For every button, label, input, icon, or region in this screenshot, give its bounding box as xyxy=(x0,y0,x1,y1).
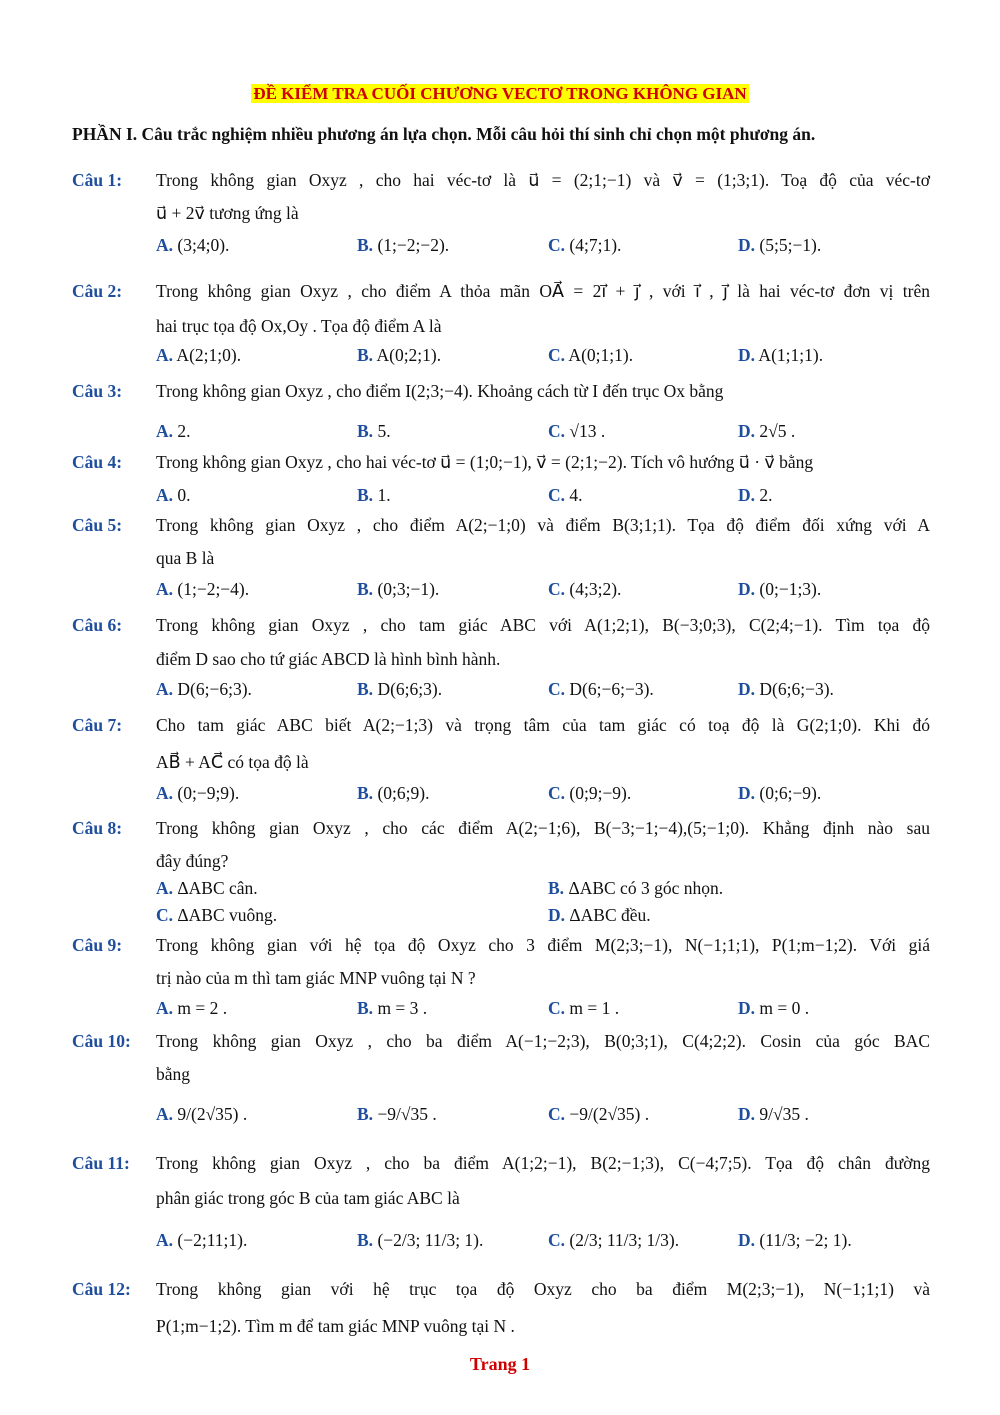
option-d[interactable]: D. (0;−1;3). xyxy=(738,579,822,599)
question-text: Trong không gian Oxyz , cho điểm I(2;3;−4). Khoảng cách từ I đến trục Ox bằng xyxy=(156,381,724,401)
page-number: Trang 1 xyxy=(469,1354,531,1374)
question-text: Trong không gian Oxyz , cho điểm A thỏa mãn OA⃗ = 2i⃗ + j⃗ , với i⃗ , j⃗ là hai véc-tơ đơn vị trên xyxy=(156,281,930,301)
option-b[interactable]: B. 5. xyxy=(357,421,391,441)
question-text: qua B là xyxy=(156,548,215,568)
question-label: Câu 9: xyxy=(72,935,123,955)
option-b[interactable]: B. (−2/3; 11/3; 1). xyxy=(357,1230,484,1250)
question-text: Trong không gian Oxyz , cho điểm A(2;−1;0) và điểm B(3;1;1). Tọa độ điểm đối xứng với A xyxy=(156,515,930,535)
option-d[interactable]: D. (0;6;−9). xyxy=(738,783,822,803)
option-d[interactable]: D. (11/3; −2; 1). xyxy=(738,1230,852,1250)
option-a[interactable]: A. (−2;11;1). xyxy=(156,1230,248,1250)
option-a[interactable]: A. 0. xyxy=(156,485,191,505)
document-title: ĐỀ KIỂM TRA CUỐI CHƯƠNG VECTƠ TRONG KHÔNG GIAN xyxy=(253,84,747,103)
option-a[interactable]: A. ΔABC cân. xyxy=(156,878,258,898)
option-d[interactable]: D. A(1;1;1). xyxy=(738,345,824,365)
option-a[interactable]: A. m = 2 . xyxy=(156,998,228,1018)
question-text: Trong không gian Oxyz , cho hai véc-tơ u⃗ = (1;0;−1), v⃗ = (2;1;−2). Tích vô hướng u⃗ · v⃗ bằng xyxy=(156,452,814,472)
question-label: Câu 7: xyxy=(72,715,123,735)
option-d[interactable]: D. (5;5;−1). xyxy=(738,235,822,255)
option-d[interactable]: D. 2√5 . xyxy=(738,421,796,441)
question-text: Trong không gian Oxyz , cho ba điểm A(1;2;−1), B(2;−1;3), C(−4;7;5). Tọa độ chân đường xyxy=(156,1153,930,1173)
option-d[interactable]: D. 9/√35 . xyxy=(738,1104,809,1124)
option-a[interactable]: A. (1;−2;−4). xyxy=(156,579,250,599)
question-text: đây đúng? xyxy=(156,851,229,871)
option-c[interactable]: C. (4;7;1). xyxy=(548,235,622,255)
option-c[interactable]: C. 4. xyxy=(548,485,583,505)
option-a[interactable]: A. (3;4;0). xyxy=(156,235,230,255)
question-text: điểm D sao cho tứ giác ABCD là hình bình hành. xyxy=(156,649,501,669)
question-label: Câu 3: xyxy=(72,381,123,401)
option-a[interactable]: A. D(6;−6;3). xyxy=(156,679,252,699)
option-c[interactable]: C. (0;9;−9). xyxy=(548,783,632,803)
option-b[interactable]: B. 1. xyxy=(357,485,391,505)
option-b[interactable]: B. A(0;2;1). xyxy=(357,345,442,365)
question-text: bằng xyxy=(156,1064,191,1084)
option-d[interactable]: D. m = 0 . xyxy=(738,998,810,1018)
question-label: Câu 11: xyxy=(72,1153,130,1173)
question-text: trị nào của m thì tam giác MNP vuông tại N ? xyxy=(156,968,476,988)
part-heading: PHẦN I. Câu trắc nghiệm nhiều phương án lựa chọn. Mỗi câu hỏi thí sinh chỉ chọn một phương án. xyxy=(72,124,816,144)
option-c[interactable]: C. ΔABC vuông. xyxy=(156,905,278,925)
option-c[interactable]: C. m = 1 . xyxy=(548,998,620,1018)
question-text: hai trục tọa độ Ox,Oy . Tọa độ điểm A là xyxy=(156,316,442,336)
question-text: u⃗ + 2v⃗ tương ứng là xyxy=(156,203,299,223)
question-label: Câu 5: xyxy=(72,515,123,535)
option-d[interactable]: D. 2. xyxy=(738,485,773,505)
question-text: Trong không gian Oxyz , cho tam giác ABC với A(1;2;1), B(−3;0;3), C(2;4;−1). Tìm tọa độ xyxy=(156,615,930,635)
option-a[interactable]: A. A(2;1;0). xyxy=(156,345,242,365)
question-text: Trong không gian Oxyz , cho các điểm A(2;−1;6), B(−3;−1;−4),(5;−1;0). Khẳng định nào sau xyxy=(156,818,930,838)
option-d[interactable]: D. ΔABC đều. xyxy=(548,905,651,925)
option-b[interactable]: B. (0;3;−1). xyxy=(357,579,440,599)
option-c[interactable]: C. −9/(2√35) . xyxy=(548,1104,650,1124)
question-label: Câu 6: xyxy=(72,615,123,635)
option-a[interactable]: A. 2. xyxy=(156,421,191,441)
option-b[interactable]: B. −9/√35 . xyxy=(357,1104,437,1124)
option-c[interactable]: C. D(6;−6;−3). xyxy=(548,679,654,699)
question-text: Trong không gian với hệ trục tọa độ Oxyz cho ba điểm M(2;3;−1), N(−1;1;1) và xyxy=(156,1279,930,1299)
option-d[interactable]: D. D(6;6;−3). xyxy=(738,679,834,699)
question-label: Câu 2: xyxy=(72,281,123,301)
question-text: AB⃗ + AC⃗ có tọa độ là xyxy=(156,752,309,772)
question-label: Câu 10: xyxy=(72,1031,131,1051)
option-c[interactable]: C. (4;3;2). xyxy=(548,579,622,599)
question-text: Cho tam giác ABC biết A(2;−1;3) và trọng tâm của tam giác có toạ độ là G(2;1;0). Khi đó xyxy=(156,715,930,735)
option-b[interactable]: B. ΔABC có 3 góc nhọn. xyxy=(548,878,724,898)
option-c[interactable]: C. √13 . xyxy=(548,421,606,441)
option-b[interactable]: B. D(6;6;3). xyxy=(357,679,443,699)
option-b[interactable]: B. (1;−2;−2). xyxy=(357,235,450,255)
option-a[interactable]: A. (0;−9;9). xyxy=(156,783,240,803)
option-b[interactable]: B. m = 3 . xyxy=(357,998,428,1018)
question-text: Trong không gian Oxyz , cho ba điểm A(−1;−2;3), B(0;3;1), C(4;2;2). Cosin của góc BAC xyxy=(156,1031,930,1051)
option-a[interactable]: A. 9/(2√35) . xyxy=(156,1104,248,1124)
question-text: Trong không gian với hệ tọa độ Oxyz cho 3 điểm M(2;3;−1), N(−1;1;1), P(1;m−1;2). Với giá xyxy=(156,935,930,955)
option-c[interactable]: C. A(0;1;1). xyxy=(548,345,634,365)
question-text: P(1;m−1;2). Tìm m để tam giác MNP vuông tại N . xyxy=(156,1316,515,1336)
option-c[interactable]: C. (2/3; 11/3; 1/3). xyxy=(548,1230,680,1250)
question-text: Trong không gian Oxyz , cho hai véc-tơ là u⃗ = (2;1;−1) và v⃗ = (1;3;1). Toạ độ của véc-tơ xyxy=(156,170,930,190)
question-label: Câu 8: xyxy=(72,818,123,838)
question-label: Câu 12: xyxy=(72,1279,131,1299)
question-text: phân giác trong góc B của tam giác ABC là xyxy=(156,1188,460,1208)
question-label: Câu 1: xyxy=(72,170,123,190)
question-label: Câu 4: xyxy=(72,452,123,472)
option-b[interactable]: B. (0;6;9). xyxy=(357,783,430,803)
